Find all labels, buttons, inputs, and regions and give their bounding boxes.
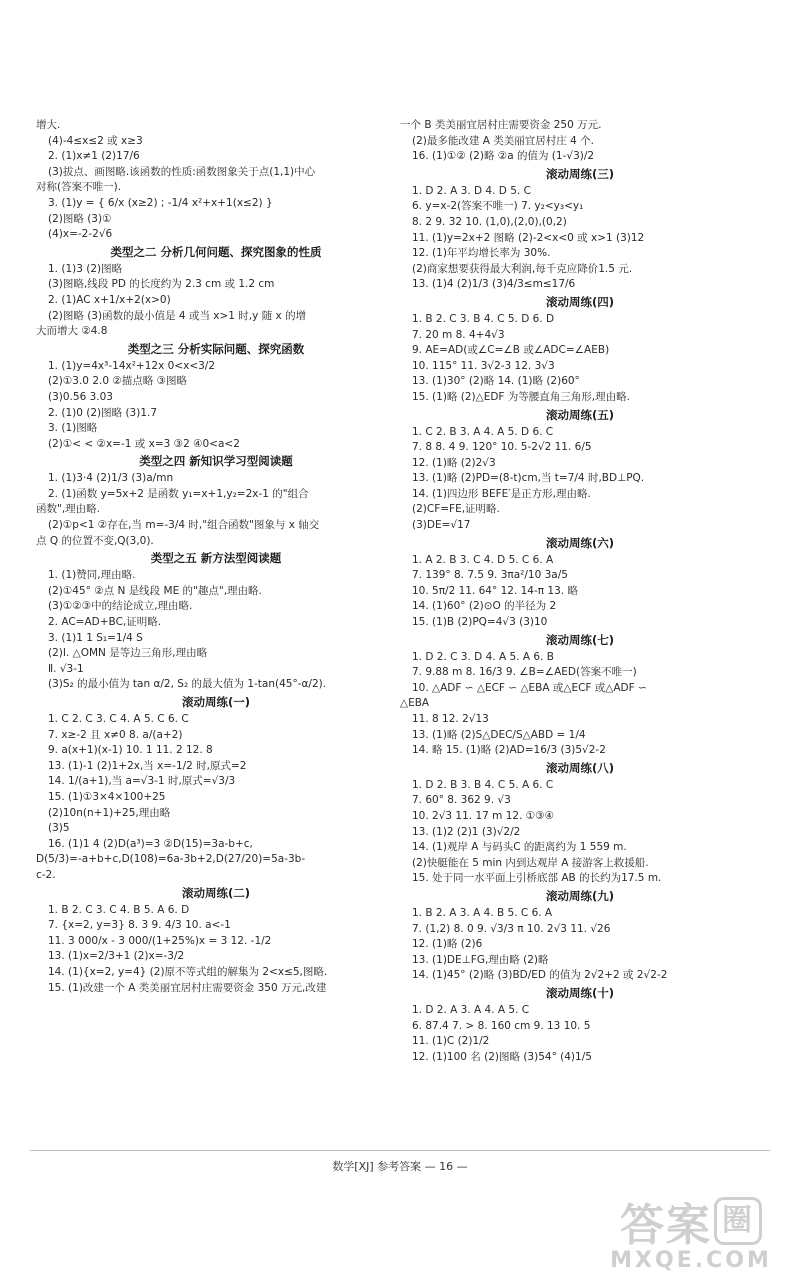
answer-line: (3)拔点、画图略.该函数的性质:函数图象关于点(1,1)中心 (48, 165, 316, 178)
answer-line: 1. (1)赞同,理由略. (48, 569, 136, 582)
answer-line: 2. (1)x≠1 (2)17/6 (48, 150, 140, 163)
answer-line: (3)0.56 3.03 (48, 390, 113, 403)
answer-line: 3. (1)1 1 S₁=1/4 S (48, 631, 143, 644)
answer-line: 1. D 2. A 3. D 4. D 5. C (412, 184, 531, 197)
section-heading: 滚动周练(九) (545, 888, 614, 903)
answer-line: 2. (1)函数 y=5x+2 是函数 y₁=x+1,y₂=2x-1 的"组合 (48, 487, 309, 500)
page-footer (0, 1158, 800, 1174)
answer-line: 1. (1)3·4 (2)1/3 (3)a/mn (48, 472, 174, 485)
answer-line: 7. 8 8. 4 9. 120° 10. 5-2√2 11. 6/5 (412, 441, 592, 454)
answer-line: 12. (1)略 (2)2√3 (412, 456, 496, 469)
section-heading: 滚动周练(六) (545, 535, 614, 550)
footer-rule (30, 1150, 770, 1151)
answer-line: 10. 5π/2 11. 64° 12. 14-π 13. 略 (412, 584, 578, 597)
answer-line: (3)①②③中的结论成立,理由略. (48, 600, 193, 613)
answer-line: 13. (1)x=2/3+1 (2)x=-3/2 (48, 950, 185, 963)
answer-line: 12. (1)100 名 (2)图略 (3)54° (4)1/5 (412, 1050, 592, 1063)
answer-line: 12. (1)略 (2)6 (412, 938, 483, 951)
answer-line: 7. 20 m 8. 4+4√3 (412, 328, 505, 341)
answer-line: 11. (1)C (2)1/2 (412, 1035, 490, 1048)
answer-line: 7. 9.88 m 8. 16/3 9. ∠B=∠AED(答案不唯一) (412, 666, 637, 679)
answer-line: 13. (1)2 (2)1 (3)√2/2 (412, 825, 521, 838)
section-heading: 滚动周练(四) (545, 294, 614, 309)
section-heading: 滚动周练(五) (545, 407, 614, 422)
section-heading: 滚动周练(十) (545, 985, 614, 1000)
answer-line: 10. 2√3 11. 17 m 12. ①③④ (412, 809, 555, 822)
answer-line: 13. (1)4 (2)1/3 (3)4/3≤m≤17/6 (412, 278, 576, 291)
right-column (400, 118, 760, 1065)
answer-line: 14. (1){x=2, y=4} (2)原不等式组的解集为 2<x≤5,图略. (48, 965, 328, 978)
section-heading: 类型之五 新方法型阅读题 (150, 551, 282, 566)
answer-line: 增大. (36, 119, 61, 131)
answer-line: (3)S₂ 的最小值为 tan α/2, S₂ 的最大值为 1-tan(45°-α/2). (48, 678, 327, 691)
answer-line: 13. (1)略 (2)S△DEC/S△ABD = 1/4 (412, 728, 586, 741)
watermark-main-text: 答案 (620, 1200, 712, 1251)
answer-line: (2)CF=FE,证明略. (412, 503, 500, 516)
answer-line: 7. {x=2, y=3} 8. 3 9. 4/3 10. a<-1 (48, 919, 231, 932)
answer-line: 1. C 2. B 3. A 4. A 5. D 6. C (412, 425, 554, 438)
answer-line: 6. y=x-2(答案不唯一) 7. y₂<y₃<y₁ (412, 200, 584, 213)
answer-line: 10. △ADF ∽ △ECF ∽ △EBA 或△ECF 或△ADF ∽ (412, 681, 647, 694)
answer-line: (2)最多能改建 A 类美丽宜居村庄 4 个. (412, 134, 594, 147)
answer-line: 函数",理由略. (36, 503, 101, 516)
answer-line: 9. a(x+1)(x-1) 10. 1 11. 2 12. 8 (48, 744, 213, 757)
watermark-badge: 圈 (714, 1197, 762, 1245)
answer-line: 1. D 2. A 3. A 4. A 5. C (412, 1003, 530, 1016)
answer-line: 3. (1)y = { 6/x (x≥2) ; -1/4 x²+x+1(x≤2) } (48, 196, 273, 209)
answer-line: 16. (1)1 4 (2)D(a³)=3 ②D(15)=3a-b+c, (48, 837, 253, 850)
answer-line: 15. (1)①3×4×100+25 (48, 790, 166, 803)
answer-line: 1. (1)3 (2)图略 (48, 262, 123, 275)
answer-line: 1. D 2. B 3. B 4. C 5. A 6. C (412, 778, 554, 791)
answer-line: 1. B 2. C 3. C 4. B 5. A 6. D (48, 903, 190, 916)
answer-line: 11. (1)y=2x+2 图略 (2)-2<x<0 或 x>1 (3)12 (412, 231, 645, 244)
answer-line: 13. (1)-1 (2)1+2x,当 x=-1/2 时,原式=2 (48, 759, 247, 772)
answer-line: 13. (1)略 (2)PD=(8-t)cm,当 t=7/4 时,BD⊥PQ. (412, 472, 645, 485)
answer-line: 3. (1)图略 (48, 422, 98, 435)
answer-line: (2)①p<1 ②存在,当 m=-3/4 时,"组合函数"图象与 x 轴交 (48, 519, 320, 532)
section-heading: 滚动周练(一) (181, 695, 250, 709)
answer-line: 12. (1)年平均增长率为 30%. (412, 247, 551, 260)
answer-line: (4)x=-2-2√6 (48, 228, 113, 241)
section-heading: 滚动周练(二) (181, 885, 250, 900)
answer-line: 1. B 2. C 3. B 4. C 5. D 6. D (412, 312, 555, 325)
answer-line: 2. (1)AC x+1/x+2(x>0) (48, 293, 171, 306)
section-heading: 类型之四 新知识学习型阅读题 (139, 454, 293, 469)
answer-line: 11. 8 12. 2√13 (412, 713, 489, 725)
answer-line: 14. 1/(a+1),当 a=√3-1 时,原式=√3/3 (48, 775, 236, 788)
answer-line: Ⅱ. √3-1 (48, 662, 84, 675)
answer-line: 对称(答案不唯一). (36, 181, 122, 194)
answer-line: 14. 略 15. (1)略 (2)AD=16/3 (3)5√2-2 (412, 744, 606, 757)
answer-line: (2)图略 (3)① (48, 212, 112, 225)
answer-line: 1. D 2. C 3. D 4. A 5. A 6. B (412, 650, 554, 663)
answer-line: (3)DE=√17 (412, 519, 471, 532)
watermark-logo (596, 1192, 786, 1276)
answer-line: 8. 2 9. 32 10. (1,0),(2,0),(0,2) (412, 215, 567, 228)
answer-line: 2. (1)0 (2)图略 (3)1.7 (48, 406, 158, 419)
answer-line: (3)5 (48, 822, 70, 835)
answer-line: 6. 87.4 7. > 8. 160 cm 9. 13 10. 5 (412, 1019, 591, 1032)
answer-line: (2)10n(n+1)+25,理由略 (48, 806, 171, 819)
section-heading: 滚动周练(七) (545, 632, 614, 647)
answer-line: (2)①< < ②x=-1 或 x=3 ③2 ④0<a<2 (48, 437, 240, 450)
answer-line: 大而增大 ②4.8 (36, 325, 108, 338)
answer-line: (2)图略 (3)函数的最小值是 4 或当 x>1 时,y 随 x 的增 (48, 309, 307, 322)
answer-line: 11. 3 000/x - 3 000/(1+25%)x = 3 12. -1/2 (48, 934, 272, 947)
answer-line: 15. (1)B (2)PQ=4√3 (3)10 (412, 616, 548, 629)
answer-line: (2)Ⅰ. △OMN 是等边三角形,理由略 (48, 647, 208, 660)
answer-line: 一个 B 类美丽宜居村庄需要资金 250 万元. (400, 119, 602, 131)
footer-text: 数学[XJ] 参考答案 — 16 — (332, 1160, 468, 1173)
section-heading: 滚动周练(三) (545, 166, 614, 181)
answer-line: 2. AC=AD+BC,证明略. (48, 616, 162, 629)
answer-line: 14. (1)45° (2)略 (3)BD/ED 的值为 2√2+2 或 2√2-2 (412, 969, 668, 982)
answer-line: △EBA (400, 697, 430, 710)
watermark-url: MXQE.COM (610, 1248, 772, 1273)
answer-line: (2)①45° ②点 N 是线段 ME 的"趣点",理由略. (48, 584, 262, 597)
answer-line: 1. C 2. C 3. C 4. A 5. C 6. C (48, 713, 189, 725)
watermark-main (596, 1192, 786, 1250)
answer-line: 13. (1)30° (2)略 14. (1)略 (2)60° (412, 375, 580, 388)
answer-line: 16. (1)①② (2)略 ②a 的值为 (1-√3)/2 (412, 150, 595, 163)
answer-line: 15. (1)略 (2)△EDF 为等腰直角三角形,理由略. (412, 390, 630, 403)
answer-line: 15. (1)改建一个 A 类美丽宜居村庄需要资金 350 万元,改建 (48, 981, 327, 994)
answer-line: (2)商家想要获得最大利润,每千克应降价1.5 元. (412, 262, 633, 275)
answer-line: 1. B 2. A 3. A 4. B 5. C 6. A (412, 906, 553, 919)
answer-line: 14. (1)60° (2)⊙O 的半径为 2 (412, 600, 557, 613)
answer-line: 7. (1,2) 8. 0 9. √3/3 π 10. 2√3 11. √26 (412, 922, 611, 935)
section-heading: 滚动周练(八) (545, 760, 614, 775)
answer-line: 9. AE=AD(或∠C=∠B 或∠ADC=∠AEB) (412, 344, 610, 357)
answer-line: 14. (1)观岸 A 与码头C 的距离约为 1 559 m. (412, 841, 627, 854)
answer-line: 1. A 2. B 3. C 4. D 5. C 6. A (412, 553, 554, 566)
answer-line: 13. (1)DE⊥FG,理由略 (2)略 (412, 953, 549, 966)
left-column (36, 118, 396, 996)
answer-line: 点 Q 的位置不变,Q(3,0). (36, 534, 154, 547)
answer-line: 7. x≥-2 且 x≠0 8. a/(a+2) (48, 728, 183, 741)
answer-line: c-2. (36, 868, 56, 881)
answer-line: 7. 60° 8. 362 9. √3 (412, 794, 511, 807)
answer-line: (3)图略,线段 PD 的长度约为 2.3 cm 或 1.2 cm (48, 278, 275, 291)
answer-line: (2)快艇能在 5 min 内到达观岸 A 接游客上救援船. (412, 856, 649, 869)
answer-line: 14. (1)四边形 BEFE′是正方形,理由略. (412, 487, 591, 500)
answer-line: 1. (1)y=4x³-14x²+12x 0<x<3/2 (48, 359, 216, 372)
answer-line: 15. 处于同一水平面上引桥底部 AB 的长约为17.5 m. (412, 872, 662, 885)
answer-line: (4)-4≤x≤2 或 x≥3 (48, 134, 143, 147)
section-heading: 类型之三 分析实际问题、探究函数 (127, 341, 305, 356)
answer-line: 10. 115° 11. 3√2-3 12. 3√3 (412, 359, 555, 372)
section-heading: 类型之二 分析几何问题、探究图象的性质 (110, 244, 322, 259)
answer-line: (2)①3.0 2.0 ②描点略 ③图略 (48, 375, 188, 388)
answer-line: 7. 139° 8. 7.5 9. 3πa²/10 3a/5 (412, 569, 568, 582)
answer-line: D(5/3)=-a+b+c,D(108)=6a-3b+2,D(27/20)=5a-3b- (36, 853, 306, 866)
